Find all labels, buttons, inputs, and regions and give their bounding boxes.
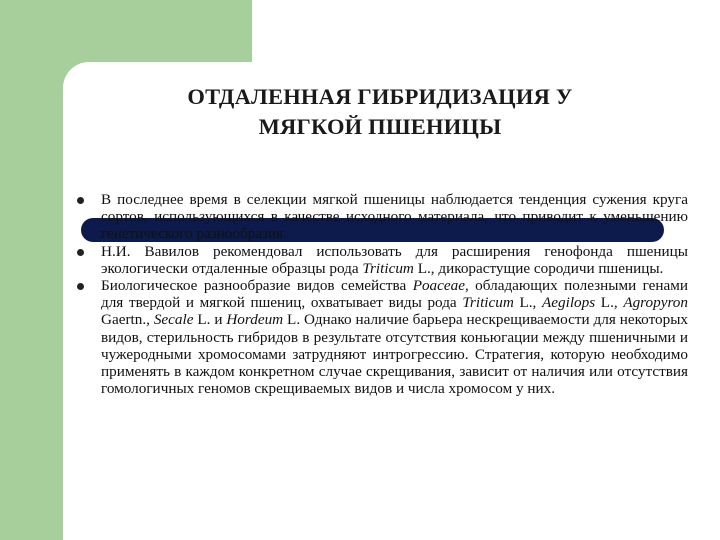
bullet-1-text: В последнее время в селекции мягкой пшеницы наблюдается тенденция сужения круга сортов, использующихся в качестве исходного материала, что приводит к уменьшению генетического разнообразия.	[101, 191, 688, 243]
bullet-dot-icon	[77, 197, 84, 204]
bullet-3-genus-name: Triticum	[462, 294, 514, 312]
bullet-2-text-part: Н.И. Вавилов рекомендовал использовать для расширения генофонда пшеницы экологически отдаленные образцы рода	[101, 242, 688, 277]
bullet-3-text-part: L. Однако наличие барьера нескрещиваемости для некоторых видов, стерильность гибридов в результате отсутствия коньюгации между пшеничными и чужеродными хромосомами затрудняют интрогрессию. Стратегия, которую необходимо применять в каждом конкретном случае скрещивания, зависит от наличия или отсутствия гомологичных геномов скрещиваемых видов и числа хромосом у них.	[101, 311, 688, 398]
bullet-dot-icon	[77, 283, 84, 290]
bullet-3-family-name: Poaceae	[412, 277, 465, 295]
bullet-3-text-part: L. и	[193, 311, 227, 329]
bullet-text	[101, 277, 688, 397]
bullet-3-genus-name: Agropyron	[623, 294, 688, 312]
bullet-text	[101, 243, 688, 277]
bullet-3-genus-name: Secale	[153, 311, 194, 329]
bullet-3-text-part: Gaertn.,	[101, 311, 154, 329]
slide-title-line-1: ОТДАЛЕННАЯ ГИБРИДИЗАЦИЯ У	[187, 84, 573, 109]
bullet-3-genus-name: Aegilops	[541, 294, 596, 312]
bullet-item	[76, 243, 688, 277]
bullet-2-genus-name: Triticum	[362, 259, 414, 277]
bullet-item	[76, 277, 688, 397]
slide-title	[110, 82, 650, 142]
bullet-3-text-part: , обладающих полезными генами для твердой и мягкой пшениц, охватывает виды рода	[101, 277, 688, 312]
bullet-list	[76, 191, 688, 397]
bullet-2-text-part: L., дикорастущие сородичи пшеницы.	[413, 259, 664, 277]
bullet-dot-icon	[77, 249, 84, 256]
bullet-3-text-part: Биологическое разнообразие видов семейства	[101, 277, 413, 295]
bullet-3-genus-name: Hordeum	[226, 311, 284, 329]
bullet-text	[101, 191, 688, 243]
bullet-3-text-part: L.,	[595, 294, 624, 312]
bullet-item	[76, 191, 688, 243]
bullet-3-text-part: L.,	[513, 294, 542, 312]
slide-title-line-2: МЯГКОЙ ПШЕНИЦЫ	[258, 114, 502, 139]
